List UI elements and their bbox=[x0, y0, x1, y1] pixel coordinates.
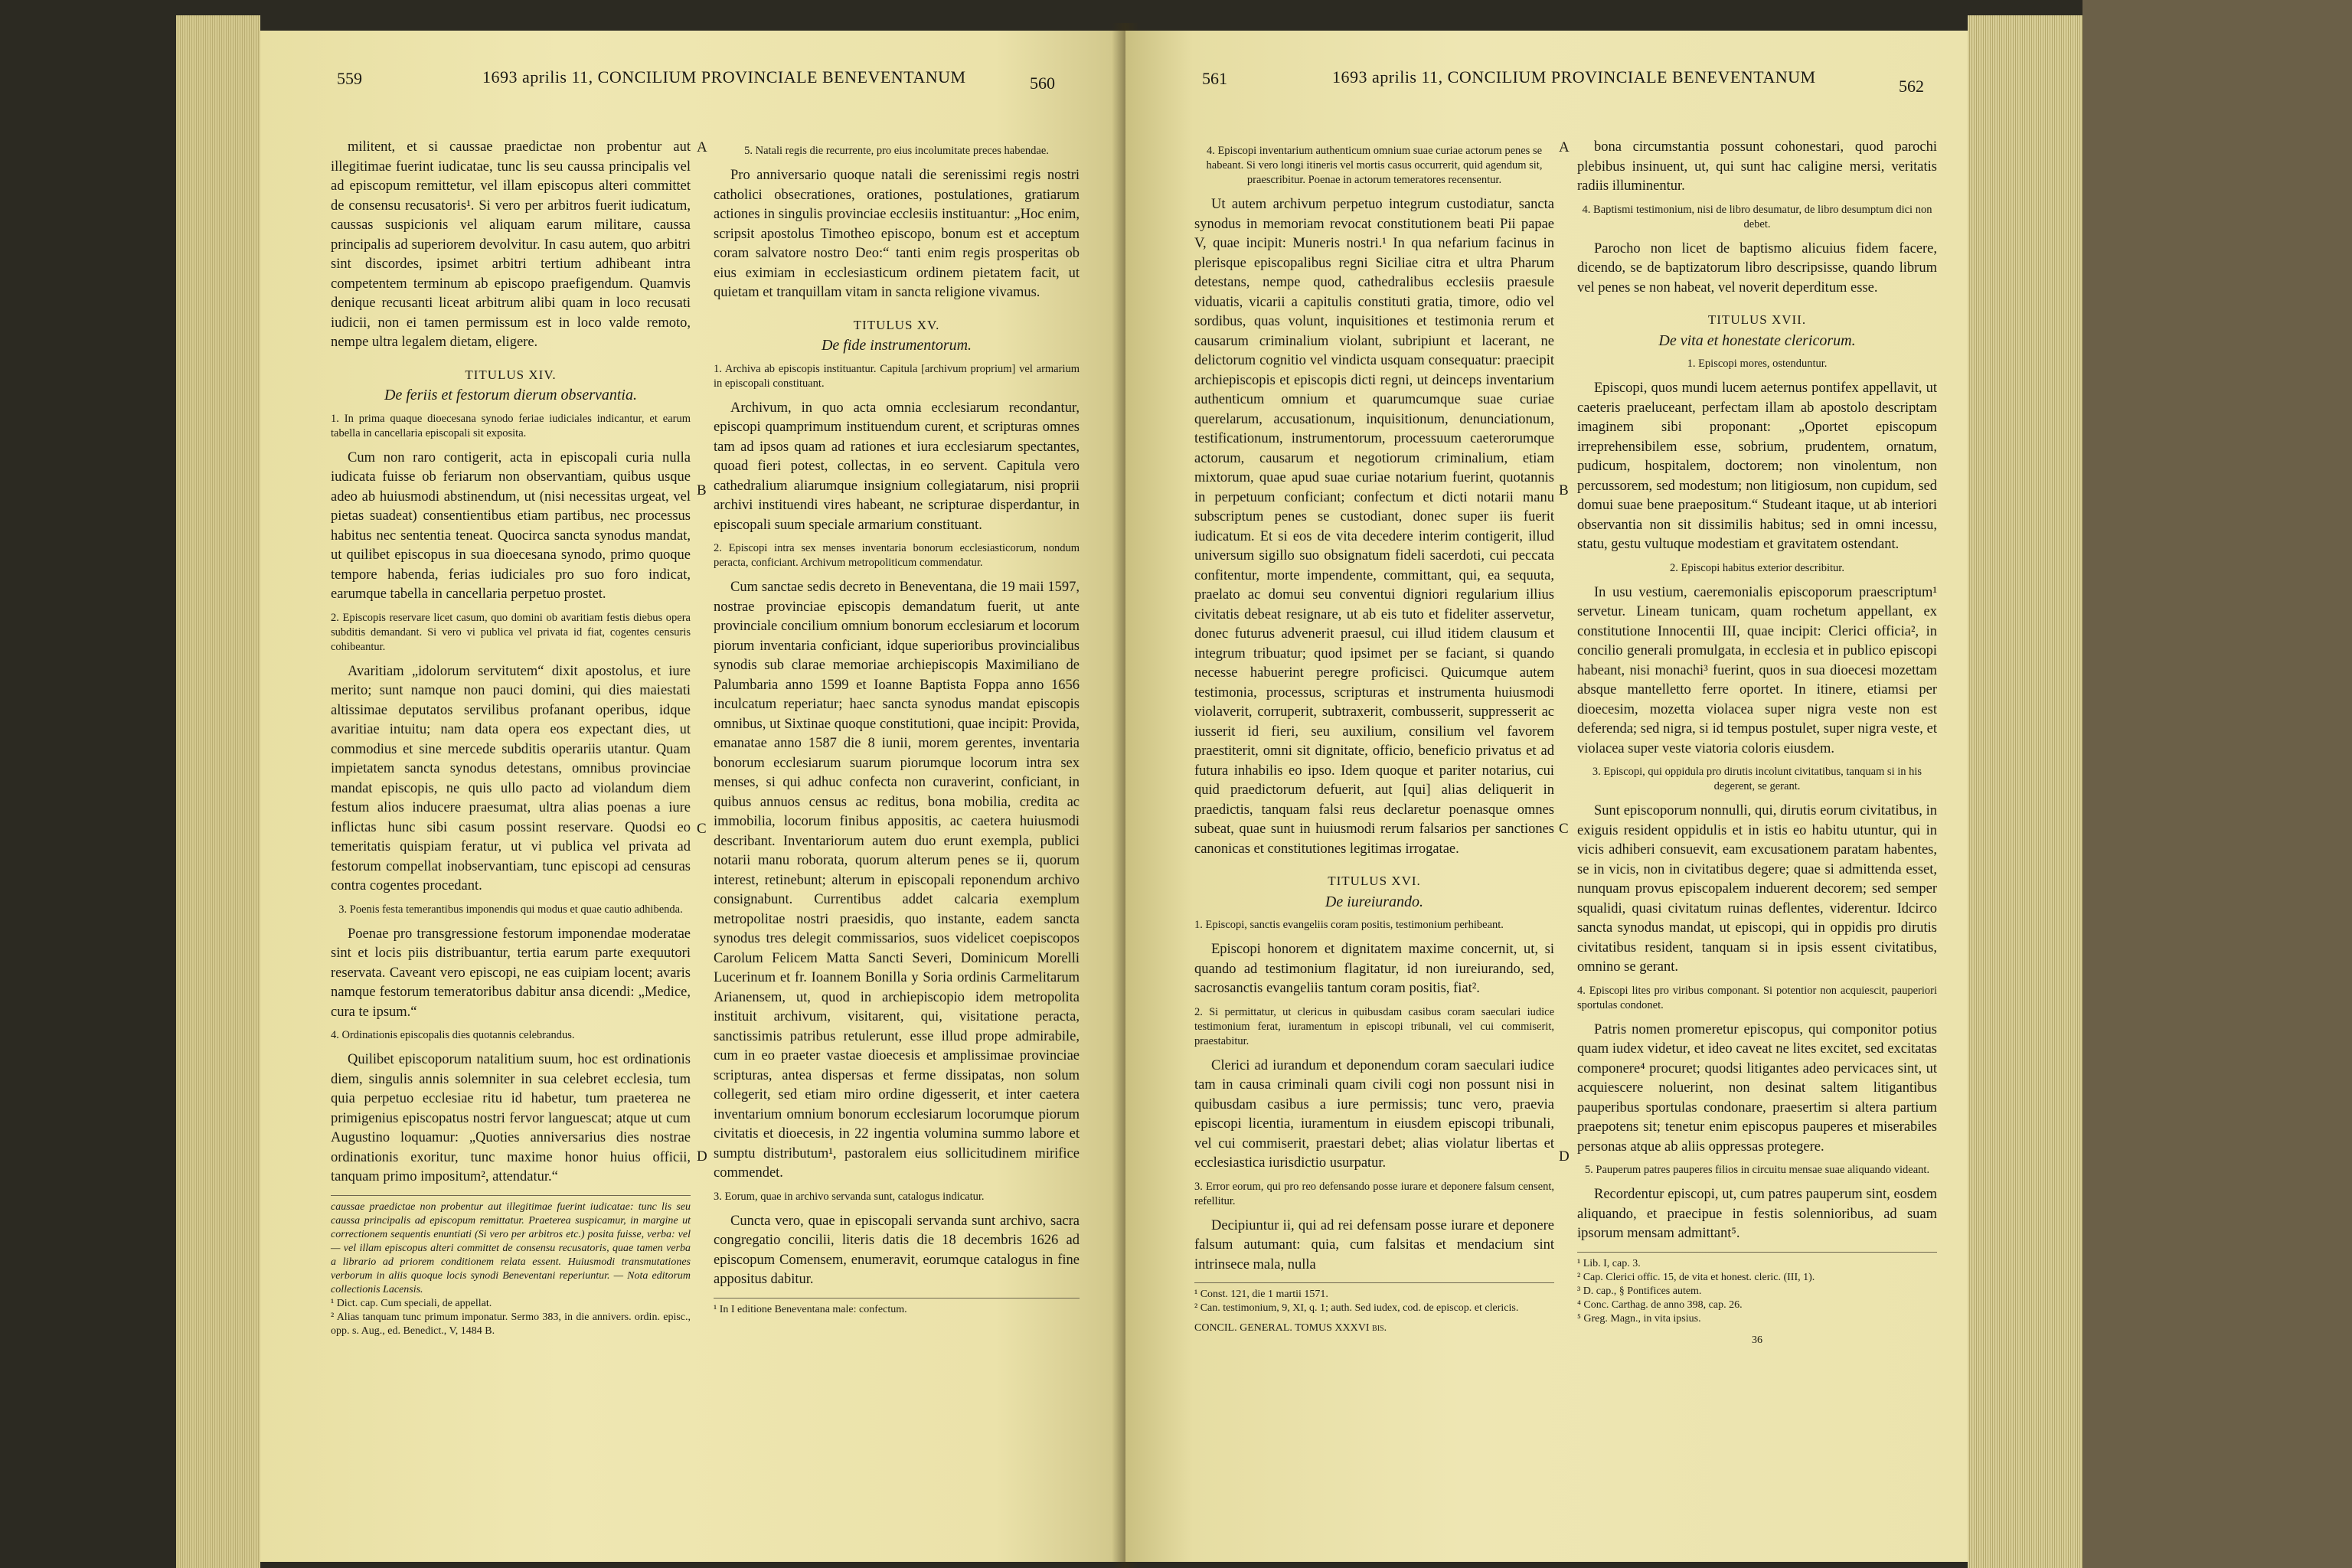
margin-letter-b: B bbox=[697, 482, 707, 498]
section-summary: 4. Baptismi testimonium, nisi de libro desumatur, de libro desumptum dici non debet. bbox=[1582, 203, 1932, 230]
page-number-562: 562 bbox=[1899, 77, 1924, 96]
footnote: ² Alias tanquam tunc primum imponatur. Sermo 383, in die annivers. ordin. episc., opp. s. Aug., ed. Benedict., V, 1484 B. bbox=[331, 1311, 691, 1337]
paragraph: Episcopi honorem et dignitatem maxime concernit, ut, si quando ad testimonium flagitatur, id non iureiurando, sed, sacrosanctis evangeliis tantum coram positis, fiat². bbox=[1194, 942, 1554, 996]
paragraph: Avaritiam „idolorum servitutem“ dixit apostolus, et iure merito; sunt namque non pauci domini, qui dies maiestati altissimae deputatos servilibus profanant operibus, idque avaritiae intuitu; nam data opera eos expectant dies, ut commodius et sine mercede subditis operariis utantur. Quam impietatem sancta synodus detestans, omnibus provinciae mandat episcopis, ne quis ullo pacto ad violandum diem festum alios inducere praesumat, ultra alias poenas a iure inflictas hunc sibi casum possint reservare. Quodsi eo temeritatis quispiam feratur, ut vi publica vel privata ad festorum compellat inobservantiam, tunc episcopi ad censuras contra cogentes procedant. bbox=[331, 663, 691, 893]
titulus-heading: TITULUS XVII. bbox=[1707, 312, 1807, 327]
paragraph: Cum sanctae sedis decreto in Beneventana, die 19 maii 1597, nostrae provinciae episcopis demandatum fuerit, ut ante provinciale concilium omnium bonorum ecclesiarum et locorum piorum inventaria conficiant, idque superioribus provincialibus synodis sub clarae memoriae archiepiscopis Maximiliano de Palumbaria anno 1599 et Ioanne Baptista Foppa anno 1656 inculcatum reperiatur; haec sancta synodus mandat episcopis omnibus, ut Sixtinae quoque constitutioni, quae incipit: Provida, emanatae anno 1587 die 8 iunii, morem gerentes, inventaria bonorum ecclesiarum suarum piorumque locorum intra sex menses, si qui adhuc confecta non curaverint, conficiant, in quibus annuos census ac reditus, bona mobilia, credita ac immobilia, locorum finibus appositis, ac caetera huiusmodi describant. Inventariorum autem duo erunt exempla, publici notarii manu roborata, quorum alterum penes se ii, quorum interest, retinebunt; alterum in episcopali reponendum archivo consignabunt. Currentibus addet calcaria exemplum metropolitae nostri praesidis, quo instante, eadem sancta synodus tres delegit commissarios, suos videlicet coepiscopos Carolum Felicem Matta Sancti Severi, Dominicum Morelli Lucerinum et fr. Ioannem Bonilla y Soria ordinis Carmelitarum Arianensem, ut, quod in archiepiscopio idem metropolita instituit archivum, visitarent, qui, visitatione peracta, sanctissimis patribus retulerunt, esse illud prope admirabile, cum in eo praeter vastae dioecesis et amplissimae provinciae scripturas, antea dispersas et ferme dissipatas, non solum collegerit, sed etiam miro ordine digesserit, et inter caetera inventarium omnium bonorum ecclesiarum locorumque piorum civitatis et dioecesis, in 22 ingentia volumina summo labore et sumptu distributum¹, pastoralem eius sollicitudinem mirifice commendet. bbox=[714, 580, 1080, 1181]
footnotes bbox=[1194, 1282, 1554, 1335]
page-number-561: 561 bbox=[1202, 69, 1227, 88]
left-page bbox=[260, 31, 1125, 1562]
footnote: ³ D. cap., § Pontifices autem. bbox=[1577, 1285, 1702, 1297]
titulus-subtitle: De iureiurando. bbox=[1325, 893, 1424, 910]
margin-letter-a: A bbox=[697, 139, 707, 155]
paragraph: Archivum, in quo acta omnia ecclesiarum recondantur, episcopi quamprimum instituendum curent, et scripturas omnes tam ad ipsos quam ad rationes et iura ecclesiarum spectantes, quoad fieri potest, collectas, in eo servent. Capitula vero cathedralium aliarumque insignium collegiatarum, nisi proprii archivi instituendi vires habeant, ne scripturae disperdantur, in episcopali suum speciale armarium constituant. bbox=[714, 400, 1080, 533]
paragraph: bona circumstantia possunt cohonestari, quod parochi plebibus insinuent, ut, qui sunt hac caligine mersi, veritatis radiis illuminentur. bbox=[1577, 139, 1937, 194]
footnote: ⁴ Conc. Carthag. de anno 398, cap. 26. bbox=[1577, 1298, 1743, 1311]
page-edges-left bbox=[176, 15, 260, 1568]
volume-signature: CONCIL. GENERAL. TOMUS XXXVI bis. bbox=[1194, 1322, 1387, 1334]
paragraph: Decipiuntur ii, qui ad rei defensam posse iurare et deponere falsum autumant: quia, cum falsitas et mendacium sint intrinsece mala, nulla bbox=[1194, 1217, 1554, 1272]
paragraph: Cuncta vero, quae in episcopali servanda sunt archivo, sacra congregatio concilii, literis datis die 18 decembris 1626 ad episcopum Comensem, enumeravit, eorumque catalogus in fine appositus dabitur. bbox=[714, 1213, 1080, 1287]
section-summary: 1. In prima quaque dioecesana synodo feriae iudiciales indicantur, et earum tabella in cancellaria episcopali sit exposita. bbox=[331, 412, 691, 439]
footnote: ² Can. testimonium, 9, XI, q. 1; auth. Sed iudex, cod. de episcop. et clericis. bbox=[1194, 1302, 1519, 1314]
section-summary: 4. Episcopi lites pro viribus componant. Si potentior non acquiescit, pauperiori sportulas condonet. bbox=[1577, 984, 1937, 1011]
paragraph: Ut autem archivum perpetuo integrum custodiatur, sancta synodus in memoriam revocat constitutionem beati Pii papae V, quae incipit: Muneris nostri.¹ In qua nefarium facinus in plerisque episcopalibus regni Siciliae citra et ultra Pharum detestans, nempe quod, cathedralibus ecclesiis praesule viduatis, vicarii a capitulis constituti gratia, timore, odio vel sordibus, quas volunt, inquisitiones et testimonia rerum et causarum criminalium violant, subripiunt et lacerant, ne delictorum cognitio vel vindicta usquam consequatur: praecipit archiepiscopis et episcopis dicti regni, ut deinceps inventarium authenticum omnium et quarumcumque suae curiae querelarum, accusationum, inquisitionum, denunciationum, testificationum, instrumentorum, processuum caeterorumque actorum, causarum et negotiorum criminalium, etiam mixtorum, quae apud suae curiae notarium fuerint, quotannis in perpetuum conficiant; confectum et dicti notarii manu subscriptum penes se custodiant, donec super iis fuerit iudicatum. Et si eos de vita decedere interim contigerit, illud universum sigillo suo obsignatum fideli sacerdoti, cui peccata confitentur, morte impendente, committant, qui, ea sequuta, praelato ac domui seu conventui digniori regularium illius civitatis debeat resignare, ut ab eis tuto et fideliter asservetur, donec futurus advenerit praesul, cui illud itidem clausum et integrum tribuatur; quod ipsimet per se faciant, si quando necesse habuerint peregre proficisci. Quicumque autem testimonia, processus, scripturas et instrumenta huiusmodi violaverit, corruperit, subtraxerit, combusserit, suppresserit ac iusserit id fieri, seu auxilium, consilium vel favorem praestiterit, omni sit dignitate, officio, beneficio privatus et ad futura inhabilis eo ipso. Idem quoque et pariter notarius, cui quid praedictorum defuerit, aut [qui] alias deliquerit in praedictis, tanquam falsi reus declaretur poenasque omnes subeat, quae sunt in huiusmodi rerum falsarios per sanctiones canonicas et constitutiones legitimas irrogatae. bbox=[1194, 197, 1554, 857]
titulus-subtitle: De vita et honestate clericorum. bbox=[1658, 332, 1856, 349]
section-summary: 1. Episcopi, sanctis evangeliis coram positis, testimonium perhibeant. bbox=[1194, 919, 1504, 931]
titulus-heading: TITULUS XVI. bbox=[1328, 874, 1421, 888]
paragraph: Cum non raro contigerit, acta in episcopali curia nulla iudicata fuisse ob feriarum non observantiam, quibus usque adeo ab huiusmodi abstinendum, ut (nisi necessitas urgeat, vel pietas suadeat) consentientibus etiam partibus, nec processus habitus nec sententia teneat. Quocirca sancta synodus mandat, ut quilibet episcopus in sua dioecesana synodo, primo quoque tempore habenda, ferias iudiciales pro suo foro indicat, earumque tabella in cancellaria perpetuo prostet. bbox=[331, 449, 691, 602]
page-edges-right bbox=[1968, 15, 2082, 1568]
page-number-560: 560 bbox=[1030, 74, 1055, 93]
paragraph: militent, et si caussae praedictae non probentur aut illegitimae fuerint iudicatae, tunc lis seu caussa principalis vel ad episcopum remittetur, vel illam episcopus alteri committet de consensu recusatoris¹. Si vero per arbitros fuerit iudicatum, caussas suspicionis vel aliquam earum militare, caussa principalis ad superiorem devolvitur. In casu autem, quo arbitri sint discordes, ipsimet arbitri tertium adhibeant intra competentem terminum ab episcopo praefigendum. Quamvis denique recusanti liceat arbitrum alibi quam in loco recusati iudicii, non ei tamen permissum est in loco valde remoto, nempe ultra legalem dietam, eligere. bbox=[331, 139, 691, 350]
section-summary: 5. Natali regis die recurrente, pro eius incolumitate preces habendae. bbox=[744, 145, 1049, 157]
footnote: ¹ Lib. I, cap. 3. bbox=[1577, 1257, 1641, 1269]
titulus-subtitle: De feriis et festorum dierum observantia. bbox=[384, 387, 637, 403]
paragraph: Episcopi, quos mundi lucem aeternus pontifex appellavit, ut caeteris praeluceant, perfectam illam ab apostolo descriptam imaginem sibi proponant: „Oportet episcopum irreprehensibilem esse, sobrium, prudentem, ornatum, pudicum, hospitalem, doctorem; non vinolentum, non percussorem, sed modestum; non litigiosum, non cupidum, sed domui suae bene praepositum.“ Studeant itaque, ut ab interiori observantia non sit dissimilis habitus; sed in omni incessu, statu, gestu vultuque modestiam et gravitatem ostendant. bbox=[1577, 381, 1937, 552]
margin-letter-d: D bbox=[1559, 1148, 1570, 1165]
footnotes bbox=[714, 1298, 1080, 1317]
section-summary: 2. Episcopi habitus exterior describitur. bbox=[1670, 561, 1844, 574]
paragraph: Poenae pro transgressione festorum imponendae moderatae sint et locis piis distribuantur, tertia earum parte exequutori reservata. Caveant vero episcopi, ne eas cuipiam locent; avaris namque festorum temeratoribus dabitur ansa dicendi: „Medice, cura te ipsum.“ bbox=[331, 926, 691, 1020]
section-summary: 2. Episcopi intra sex menses inventaria bonorum ecclesiasticorum, nondum peracta, conficiant. Archivum metropoliticum commendatur. bbox=[714, 542, 1080, 569]
section-summary: 1. Archiva ab episcopis instituantur. Capitula [archivum proprium] vel armarium in episcopali constituant. bbox=[714, 362, 1080, 390]
margin-letter-a: A bbox=[1559, 139, 1570, 155]
section-summary: 3. Episcopi, qui oppidula pro dirutis incolunt civitatibus, tanquam si in his degerent, se gerant. bbox=[1592, 766, 1922, 792]
right-page bbox=[1125, 31, 1968, 1562]
footnotes bbox=[1577, 1252, 1937, 1348]
column-560 bbox=[714, 138, 1080, 1317]
column-561 bbox=[1194, 138, 1554, 1335]
margin-letter-b: B bbox=[1559, 482, 1569, 498]
section-summary: 2. Si permittatur, ut clericus in quibusdam casibus coram saeculari iudice testimonium ferat, iuramentum in episcopi tribunali, vel cui commiserit, praestabitur. bbox=[1194, 1005, 1554, 1047]
paragraph: Quilibet episcoporum natalitium suum, hoc est ordinationis diem, singulis annis solemniter in sua celebret ecclesia, tum quia perpetuo ecclesiae ritu id habetur, tum praeterea ne primigenius episcopatus nostri fervor languescat; atque ut cum Augustino loquamur: „Quoties anniversarius dies nostrae ordinationis exoritur, tunc maxime honor huius officii, tanquam primo impositum², attendatur.“ bbox=[331, 1052, 691, 1184]
running-head-right: 1693 aprilis 11, CONCILIUM PROVINCIALE BENEVENTANUM bbox=[1332, 67, 1816, 87]
titulus-heading: TITULUS XV. bbox=[853, 317, 940, 332]
footnote: ⁵ Greg. Magn., in vita ipsius. bbox=[1577, 1312, 1701, 1325]
footnote: ¹ In I editione Beneventana male: confectum. bbox=[714, 1303, 907, 1315]
section-summary: 3. Error eorum, qui pro reo defensando posse iurare et deponere falsum censent, refellitur. bbox=[1194, 1180, 1554, 1207]
footnotes bbox=[331, 1195, 691, 1338]
section-summary: 3. Eorum, quae in archivo servanda sunt, catalogus indicatur. bbox=[714, 1190, 985, 1203]
column-559 bbox=[331, 138, 691, 1338]
section-summary: 3. Poenis festa temerantibus imponendis qui modus et quae cautio adhibenda. bbox=[338, 903, 683, 916]
footnote-text: caussae praedictae non probentur aut illegitimae fuerint iudicatae: tunc lis seu caussa principalis ad episcopum remittatur. Praeterea suspicamur, in margine ut correctionem sequentis enuntiati (Si vero per arbitros etc.) posita fuisse, verba: vel — vel illam episcopus alteri committet de consensu recusatoris, quae tamen verba a librario ad priorem conditionem relata essent. Huiusmodi transmutationes verborum in aliis quoque locis synodi Beneventani reperiuntur. — Nota editorum collectionis Lacensis. bbox=[331, 1200, 691, 1295]
footnote: ¹ Const. 121, die 1 martii 1571. bbox=[1194, 1289, 1328, 1300]
section-summary: 4. Ordinationis episcopalis dies quotannis celebrandus. bbox=[331, 1029, 575, 1041]
paragraph: Sunt episcoporum nonnulli, qui, dirutis eorum civitatibus, in exiguis resident oppidulis et in istis eo habitu utuntur, qui in vicis adhiberi consuevit, eam excusationem paratam habentes, se in vicis, non in civitatibus degere; quae si admittenda esset, nunquam provus episcopalem induerent decorem; sed semper squalidi, quasi civitatum ruinas deflentes, viderentur. Idcirco sancta synodus mandat, ut episcopi, qui in oppidis pro dirutis civitatibus resident, tanquam si in ipsis essent civitatibus, omnino se gerant. bbox=[1577, 803, 1937, 975]
titulus-heading: TITULUS XIV. bbox=[465, 367, 557, 382]
paragraph: Recordentur episcopi, ut, cum patres pauperum sint, eosdem aliquando, et praecipue in festis solennioribus, ad suam ipsorum mensam admittant⁵. bbox=[1577, 1187, 1937, 1241]
margin-letter-c: C bbox=[1559, 821, 1569, 837]
section-summary: 5. Pauperum patres pauperes filios in circuitu mensae suae aliquando videant. bbox=[1584, 1164, 1930, 1176]
section-summary: 4. Episcopi inventarium authenticum omnium suae curiae actorum penes se habeant. Si vero longi itineris vel mortis casus occurrerit, quid agendum sit, praescribitur. Poenae in actorum temeratores recensentur. bbox=[1206, 145, 1543, 186]
paragraph: Patris nomen promeretur episcopus, qui componitor potius quam iudex videtur, et ideo caveat ne lites excitet, sed excitatas componere⁴ procuret; quodsi litigantes adeo pervicaces sint, ut acquiescere noluerint, non desinat saltem litigantibus pauperibus sportulas condonare, praesertim si altera partium praepotens sit; tenetur enim episcopus pauperes et miserabiles personas atque ab aliis oppressas protegere. bbox=[1577, 1021, 1937, 1155]
section-summary: 1. Episcopi mores, ostenduntur. bbox=[1687, 358, 1828, 370]
sheet-number: 36 bbox=[1752, 1334, 1762, 1346]
titulus-subtitle: De fide instrumentorum. bbox=[821, 337, 972, 354]
margin-letter-c: C bbox=[697, 821, 707, 837]
paragraph: Clerici ad iurandum et deponendum coram saeculari iudice tam in causa criminali quam civili cogi non possunt nisi in quibusdam casibus a iure permissis; tunc vero, praevia episcopi licentia, iuramentum in eiusdem episcopi tribunali, vel cui commiserit, praestari debet; alias violatur libertas et ecclesiastica iurisdictio usurpatur. bbox=[1194, 1057, 1554, 1171]
paragraph: Pro anniversario quoque natali die serenissimi regis nostri catholici obsecrationes, orationes, postulationes, gratiarum actiones in singulis provinciae ecclesiis instituantur: „Hoc enim, scripsit apostolus Timotheo episcopo, bonum est et acceptum coram salvatore nostro Deo:“ tanti enim regis prosperitas ob eius eximiam in ecclesiasticum ordinem pietatem facit, ut quietam et tranquillam vitam in sancta religione vivamus. bbox=[714, 168, 1080, 300]
column-562 bbox=[1577, 138, 1937, 1348]
footnote: ¹ Dict. cap. Cum speciali, de appellat. bbox=[331, 1297, 492, 1309]
footnote: ² Cap. Clerici offic. 15, de vita et honest. cleric. (III, 1). bbox=[1577, 1271, 1815, 1283]
page-number-559: 559 bbox=[337, 69, 362, 88]
paragraph: Parocho non licet de baptismo alicuius fidem facere, dicendo, se de baptizatorum libro descripsisse, quando librum vel penes se non habeat, vel noverit deperditum esse. bbox=[1577, 240, 1937, 296]
book-cover-right bbox=[2082, 0, 2352, 1568]
section-summary: 2. Episcopis reservare licet casum, quo domini ob avaritiam festis diebus opera subditis demandant. Si vero vi publica vel privata id fiat, cogentes censuris cohibeantur. bbox=[331, 611, 691, 653]
margin-letter-d: D bbox=[697, 1148, 707, 1165]
paragraph: In usu vestium, caeremonialis episcoporum praescriptum¹ servetur. Lineam tunicam, quam rochetum appellant, ex constitutione Innocentii III, quae incipit: Clerici officia², in concilio generali promulgata, in ecclesia et in publico episcopi habeant, nisi monachi³ fuerint, quos in sua dioecesi mozettam absque mantelletto ferre oportet. In itinere, etiamsi per dioecesim, mozetta violacea super nigra veste non est deferenda; sed nigra, si id tempus postulet, super nigra veste, et violacea super veste viatoria coloris eiusdem. bbox=[1577, 584, 1937, 756]
running-head-left: 1693 aprilis 11, CONCILIUM PROVINCIALE BENEVENTANUM bbox=[482, 67, 966, 87]
